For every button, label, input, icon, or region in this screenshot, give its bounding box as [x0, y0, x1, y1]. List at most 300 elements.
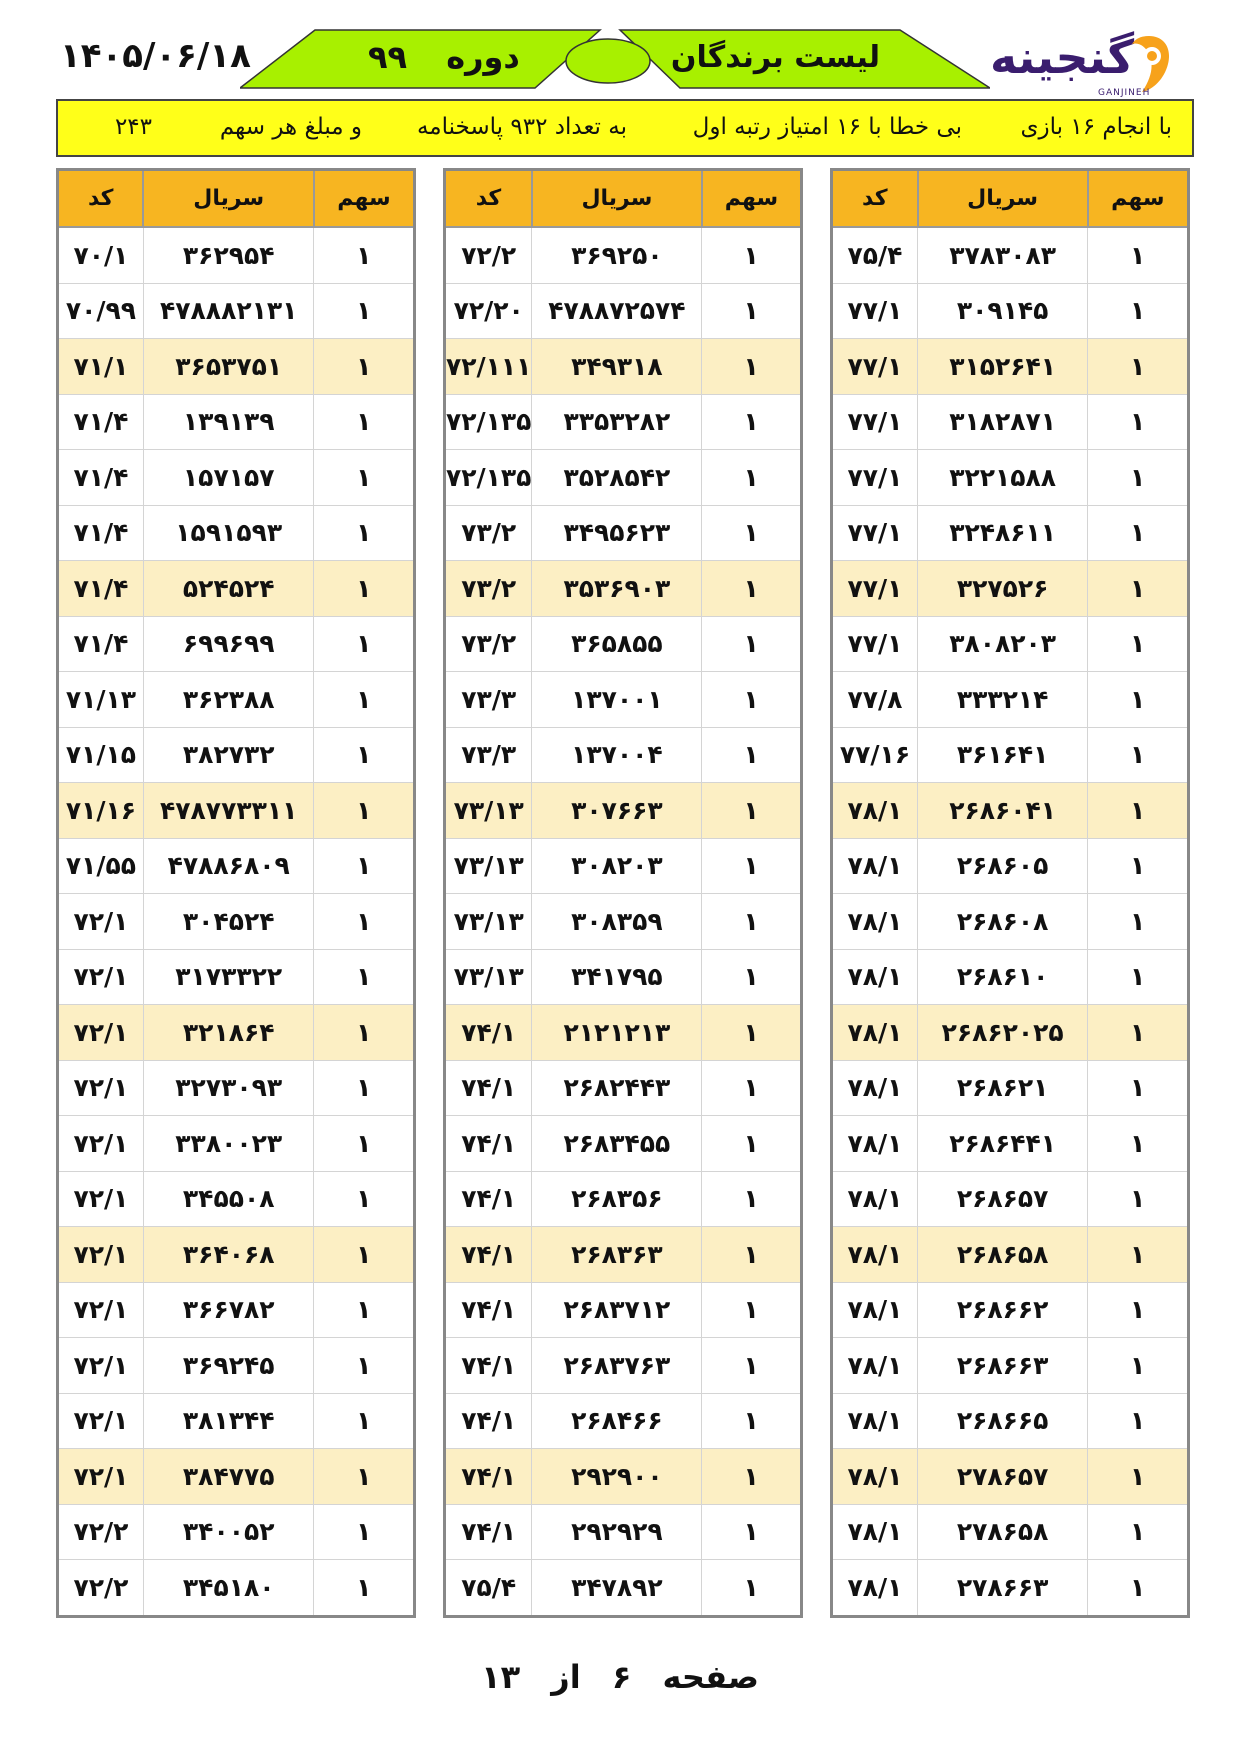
cell-serial: ۱۳۷۰۰۱	[532, 672, 702, 728]
cell-serial: ۳۶۵۸۵۵	[532, 616, 702, 672]
cell-serial: ۳۷۸۳۰۸۳	[918, 227, 1088, 283]
cell-code: ۷۸/۱	[832, 1116, 918, 1172]
cell-serial: ۳۱۷۳۳۲۲	[143, 949, 314, 1005]
header-serial: سریال	[918, 170, 1088, 228]
cell-serial: ۳۶۹۲۴۵	[143, 1338, 314, 1394]
cell-code: ۷۴/۱	[445, 1171, 532, 1227]
cell-share: ۱	[1088, 394, 1189, 450]
cell-serial: ۳۴۹۵۶۲۳	[532, 505, 702, 561]
page-total: ۱۳	[481, 1658, 521, 1696]
cell-share: ۱	[314, 894, 415, 950]
cell-share: ۱	[314, 339, 415, 395]
cell-share: ۱	[314, 1449, 415, 1505]
cell-serial: ۲۶۸۳۷۱۲	[532, 1282, 702, 1338]
cell-share: ۱	[702, 1060, 802, 1116]
logo-subtext: GANJINEH	[1098, 88, 1151, 98]
table-row	[445, 450, 802, 506]
table-row	[58, 949, 415, 1005]
logo	[990, 30, 1190, 100]
cell-serial: ۲۶۸۶۲۰۲۵	[918, 1005, 1088, 1061]
table-row	[832, 616, 1189, 672]
header-share: سهم	[1088, 170, 1189, 228]
cell-serial: ۳۸۴۷۷۵	[143, 1449, 314, 1505]
cell-serial: ۲۶۸۳۵۶	[532, 1171, 702, 1227]
table-row	[58, 727, 415, 783]
cell-code: ۷۴/۱	[445, 1393, 532, 1449]
cell-serial: ۲۶۸۶۲۱	[918, 1060, 1088, 1116]
cell-share: ۱	[1088, 561, 1189, 617]
cell-code: ۷۷/۸	[832, 672, 918, 728]
cell-share: ۱	[1088, 727, 1189, 783]
cell-share: ۱	[1088, 283, 1189, 339]
cell-share: ۱	[1088, 672, 1189, 728]
cell-share: ۱	[1088, 1393, 1189, 1449]
cell-share: ۱	[1088, 1227, 1189, 1283]
cell-serial: ۱۳۷۰۰۴	[532, 727, 702, 783]
cell-code: ۷۳/۲	[445, 616, 532, 672]
cell-code: ۷۸/۱	[832, 838, 918, 894]
cell-code: ۷۷/۱	[832, 283, 918, 339]
logo-text: گنجینه	[990, 30, 1135, 84]
table-header-row	[58, 170, 415, 228]
table-row	[445, 1338, 802, 1394]
cell-code: ۷۴/۱	[445, 1338, 532, 1394]
cell-serial: ۲۶۸۶۶۵	[918, 1393, 1088, 1449]
table-row	[445, 1005, 802, 1061]
cell-code: ۷۲/۱	[58, 1116, 144, 1172]
cell-share: ۱	[314, 727, 415, 783]
table-row	[445, 1449, 802, 1505]
cell-code: ۷۲/۱	[58, 1282, 144, 1338]
cell-share: ۱	[702, 1282, 802, 1338]
cell-serial: ۳۵۲۸۵۴۲	[532, 450, 702, 506]
info-share-amount-value: ۲۴۳	[114, 114, 152, 140]
cell-serial: ۲۶۸۶۰۴۱	[918, 783, 1088, 839]
cell-serial: ۳۲۴۸۶۱۱	[918, 505, 1088, 561]
header-serial: سریال	[532, 170, 702, 228]
cell-share: ۱	[702, 1171, 802, 1227]
cell-share: ۱	[1088, 450, 1189, 506]
cell-serial: ۲۶۸۶۰۸	[918, 894, 1088, 950]
cell-share: ۱	[314, 1282, 415, 1338]
cell-share: ۱	[314, 1116, 415, 1172]
table-row	[58, 1116, 415, 1172]
cell-serial: ۴۷۸۷۷۳۳۱۱	[143, 783, 314, 839]
cell-serial: ۲۷۸۶۶۳	[918, 1560, 1088, 1617]
cell-code: ۷۲/۱	[58, 1060, 144, 1116]
cell-share: ۱	[1088, 949, 1189, 1005]
cell-code: ۷۱/۱۳	[58, 672, 144, 728]
cell-code: ۷۰/۹۹	[58, 283, 144, 339]
of-label: از	[551, 1658, 581, 1696]
table-row	[445, 561, 802, 617]
table-row	[58, 1560, 415, 1617]
table-row	[832, 227, 1189, 283]
table-row	[445, 672, 802, 728]
table-row	[445, 283, 802, 339]
table-row	[58, 1227, 415, 1283]
cell-serial: ۲۶۸۲۴۴۳	[532, 1060, 702, 1116]
page-current: ۶	[611, 1658, 632, 1696]
table-row	[445, 1171, 802, 1227]
cell-serial: ۳۲۱۸۶۴	[143, 1005, 314, 1061]
info-share-amount-label: و مبلغ هر سهم	[219, 114, 362, 140]
cell-share: ۱	[702, 283, 802, 339]
cell-code: ۷۸/۱	[832, 1060, 918, 1116]
cell-share: ۱	[314, 1171, 415, 1227]
cell-share: ۱	[1088, 1560, 1189, 1617]
cell-code: ۷۲/۱	[58, 894, 144, 950]
cell-code: ۷۳/۱۳	[445, 838, 532, 894]
cell-code: ۷۸/۱	[832, 1227, 918, 1283]
table-row	[58, 450, 415, 506]
table-row	[832, 1227, 1189, 1283]
cell-code: ۷۷/۱	[832, 616, 918, 672]
cell-share: ۱	[1088, 616, 1189, 672]
cell-code: ۷۲/۱	[58, 1393, 144, 1449]
report-date: ۱۴۰۵/۰۶/۱۸	[60, 36, 251, 76]
table-row	[832, 450, 1189, 506]
cell-code: ۷۱/۴	[58, 561, 144, 617]
cell-share: ۱	[314, 1227, 415, 1283]
cell-serial: ۲۶۸۳۷۶۳	[532, 1338, 702, 1394]
table-row	[832, 283, 1189, 339]
cell-share: ۱	[702, 672, 802, 728]
cell-serial: ۳۸۲۷۳۲	[143, 727, 314, 783]
table-row	[445, 1393, 802, 1449]
cell-serial: ۲۶۸۴۶۶	[532, 1393, 702, 1449]
table-row	[445, 1560, 802, 1617]
table-row	[445, 227, 802, 283]
header-share: سهم	[702, 170, 802, 228]
table-row	[445, 949, 802, 1005]
cell-code: ۷۳/۱۳	[445, 949, 532, 1005]
cell-share: ۱	[702, 561, 802, 617]
cell-share: ۱	[314, 949, 415, 1005]
cell-share: ۱	[702, 505, 802, 561]
cell-code: ۷۸/۱	[832, 1171, 918, 1227]
winners-table-2	[443, 168, 803, 1618]
cell-serial: ۱۳۹۱۳۹	[143, 394, 314, 450]
cell-code: ۷۲/۱	[58, 1005, 144, 1061]
cell-serial: ۳۶۲۳۸۸	[143, 672, 314, 728]
table-row	[445, 339, 802, 395]
cell-code: ۷۱/۴	[58, 616, 144, 672]
cell-serial: ۳۴۹۳۱۸	[532, 339, 702, 395]
cell-code: ۷۸/۱	[832, 1338, 918, 1394]
table-row	[58, 1060, 415, 1116]
cell-code: ۷۲/۲۰	[445, 283, 532, 339]
info-games: با انجام ۱۶ بازی	[1020, 114, 1172, 140]
table-row	[58, 838, 415, 894]
table-row	[832, 783, 1189, 839]
cell-share: ۱	[314, 283, 415, 339]
cell-share: ۱	[314, 505, 415, 561]
cell-serial: ۲۶۸۶۰۵	[918, 838, 1088, 894]
cell-share: ۱	[314, 1005, 415, 1061]
cell-share: ۱	[314, 227, 415, 283]
title-banner	[240, 28, 990, 94]
table-row	[58, 1282, 415, 1338]
cell-code: ۷۴/۱	[445, 1227, 532, 1283]
cell-share: ۱	[702, 1449, 802, 1505]
table-row	[445, 394, 802, 450]
cell-code: ۷۲/۱	[58, 949, 144, 1005]
cell-share: ۱	[314, 1060, 415, 1116]
cell-serial: ۱۵۷۱۵۷	[143, 450, 314, 506]
page-label: صفحه	[662, 1658, 759, 1696]
cell-share: ۱	[314, 1560, 415, 1617]
cell-serial: ۶۹۹۶۹۹	[143, 616, 314, 672]
cell-code: ۷۸/۱	[832, 1393, 918, 1449]
cell-code: ۷۲/۱	[58, 1338, 144, 1394]
table-row	[445, 727, 802, 783]
cell-share: ۱	[702, 838, 802, 894]
table-row	[445, 1504, 802, 1560]
table-row	[832, 1005, 1189, 1061]
cell-share: ۱	[314, 672, 415, 728]
cell-serial: ۵۲۴۵۲۴	[143, 561, 314, 617]
cell-code: ۷۴/۱	[445, 1116, 532, 1172]
cell-serial: ۳۱۵۲۶۴۱	[918, 339, 1088, 395]
table-row	[832, 394, 1189, 450]
cell-share: ۱	[314, 450, 415, 506]
cell-code: ۷۷/۱	[832, 561, 918, 617]
header-code: کد	[445, 170, 532, 228]
table-row	[832, 339, 1189, 395]
table-row	[445, 616, 802, 672]
cell-share: ۱	[702, 227, 802, 283]
cell-code: ۷۲/۲	[58, 1504, 144, 1560]
cell-share: ۱	[314, 616, 415, 672]
cell-code: ۷۱/۴	[58, 450, 144, 506]
table-row	[832, 1449, 1189, 1505]
cell-share: ۱	[702, 1560, 802, 1617]
cell-share: ۱	[1088, 783, 1189, 839]
table-row	[832, 838, 1189, 894]
table-row	[58, 394, 415, 450]
info-bar	[56, 99, 1194, 157]
cell-share: ۱	[1088, 1449, 1189, 1505]
table-row	[58, 227, 415, 283]
cell-share: ۱	[1088, 227, 1189, 283]
table-row	[58, 1171, 415, 1227]
cell-share: ۱	[1088, 1504, 1189, 1560]
table-row	[832, 727, 1189, 783]
cell-serial: ۳۳۵۳۲۸۲	[532, 394, 702, 450]
page-footer	[0, 1658, 1240, 1696]
table-row	[832, 1393, 1189, 1449]
cell-serial: ۳۶۹۲۵۰	[532, 227, 702, 283]
table-row	[832, 949, 1189, 1005]
cell-code: ۷۴/۱	[445, 1060, 532, 1116]
winners-table-3	[56, 168, 416, 1618]
cell-code: ۷۱/۴	[58, 394, 144, 450]
logo-mark-icon	[1124, 32, 1174, 96]
cell-code: ۷۸/۱	[832, 1282, 918, 1338]
cell-share: ۱	[1088, 838, 1189, 894]
cell-code: ۷۳/۲	[445, 561, 532, 617]
cell-share: ۱	[702, 450, 802, 506]
table-row	[832, 1282, 1189, 1338]
cell-share: ۱	[702, 1338, 802, 1394]
cell-code: ۷۲/۱	[58, 1449, 144, 1505]
cell-serial: ۳۲۷۵۲۶	[918, 561, 1088, 617]
cell-share: ۱	[1088, 1282, 1189, 1338]
cell-code: ۷۷/۱	[832, 339, 918, 395]
cell-code: ۷۳/۲	[445, 505, 532, 561]
cell-code: ۷۲/۱	[58, 1171, 144, 1227]
cell-share: ۱	[702, 394, 802, 450]
cell-share: ۱	[1088, 894, 1189, 950]
table-row	[58, 894, 415, 950]
cell-serial: ۳۸۰۸۲۰۳	[918, 616, 1088, 672]
cell-serial: ۳۶۶۷۸۲	[143, 1282, 314, 1338]
cell-serial: ۲۶۸۳۶۳	[532, 1227, 702, 1283]
cell-code: ۷۷/۱	[832, 450, 918, 506]
table-row	[832, 894, 1189, 950]
cell-serial: ۲۶۸۶۴۴۱	[918, 1116, 1088, 1172]
cell-code: ۷۴/۱	[445, 1504, 532, 1560]
cell-code: ۷۳/۳	[445, 672, 532, 728]
cell-code: ۷۸/۱	[832, 783, 918, 839]
cell-code: ۷۱/۱۶	[58, 783, 144, 839]
header-code: کد	[58, 170, 144, 228]
table-row	[832, 672, 1189, 728]
cell-serial: ۳۰۹۱۴۵	[918, 283, 1088, 339]
cell-code: ۷۲/۲	[445, 227, 532, 283]
cell-serial: ۳۴۰۰۵۲	[143, 1504, 314, 1560]
cell-serial: ۳۶۴۰۶۸	[143, 1227, 314, 1283]
table-row	[58, 339, 415, 395]
cell-serial: ۳۴۱۷۹۵	[532, 949, 702, 1005]
cell-code: ۷۰/۱	[58, 227, 144, 283]
cell-serial: ۳۶۲۹۵۴	[143, 227, 314, 283]
cell-serial: ۲۶۸۶۶۲	[918, 1282, 1088, 1338]
cell-share: ۱	[1088, 1005, 1189, 1061]
page-title: لیست برندگان	[670, 40, 880, 75]
cell-serial: ۳۸۱۳۴۴	[143, 1393, 314, 1449]
table-row	[832, 1560, 1189, 1617]
table-row	[58, 1005, 415, 1061]
cell-serial: ۲۹۲۹۲۹	[532, 1504, 702, 1560]
cell-share: ۱	[314, 561, 415, 617]
header-share: سهم	[314, 170, 415, 228]
cell-code: ۷۸/۱	[832, 1449, 918, 1505]
cell-share: ۱	[702, 894, 802, 950]
cell-serial: ۱۵۹۱۵۹۳	[143, 505, 314, 561]
table-row	[58, 561, 415, 617]
cell-serial: ۳۴۷۸۹۲	[532, 1560, 702, 1617]
cell-serial: ۳۳۳۲۱۴	[918, 672, 1088, 728]
cell-share: ۱	[702, 1227, 802, 1283]
table-row	[58, 783, 415, 839]
cell-serial: ۴۷۸۸۷۲۵۷۴	[532, 283, 702, 339]
cell-share: ۱	[702, 783, 802, 839]
period-label: دوره	[446, 38, 520, 76]
cell-serial: ۲۶۸۶۵۷	[918, 1171, 1088, 1227]
cell-code: ۷۸/۱	[832, 1560, 918, 1617]
cell-share: ۱	[702, 1504, 802, 1560]
cell-serial: ۳۴۵۱۸۰	[143, 1560, 314, 1617]
cell-serial: ۳۰۴۵۲۴	[143, 894, 314, 950]
cell-serial: ۲۹۲۹۰۰	[532, 1449, 702, 1505]
cell-serial: ۳۰۷۶۶۳	[532, 783, 702, 839]
cell-code: ۷۴/۱	[445, 1449, 532, 1505]
cell-serial: ۳۶۱۶۴۱	[918, 727, 1088, 783]
cell-code: ۷۲/۱۳۵	[445, 394, 532, 450]
cell-serial: ۴۷۸۸۸۲۱۳۱	[143, 283, 314, 339]
cell-share: ۱	[314, 1338, 415, 1394]
table-row	[58, 1338, 415, 1394]
cell-serial: ۳۳۸۰۰۲۳	[143, 1116, 314, 1172]
cell-serial: ۳۰۸۲۰۳	[532, 838, 702, 894]
table-row	[445, 1060, 802, 1116]
cell-code: ۷۷/۱۶	[832, 727, 918, 783]
cell-code: ۷۳/۱۳	[445, 894, 532, 950]
cell-code: ۷۱/۱۵	[58, 727, 144, 783]
cell-code: ۷۱/۵۵	[58, 838, 144, 894]
cell-share: ۱	[314, 394, 415, 450]
header-code: کد	[832, 170, 918, 228]
table-row	[58, 1504, 415, 1560]
cell-serial: ۳۱۸۲۸۷۱	[918, 394, 1088, 450]
cell-serial: ۳۴۵۵۰۸	[143, 1171, 314, 1227]
cell-code: ۷۳/۱۳	[445, 783, 532, 839]
cell-code: ۷۵/۴	[832, 227, 918, 283]
cell-share: ۱	[702, 1116, 802, 1172]
cell-share: ۱	[1088, 1116, 1189, 1172]
cell-share: ۱	[702, 949, 802, 1005]
cell-serial: ۳۶۵۳۷۵۱	[143, 339, 314, 395]
cell-share: ۱	[702, 1005, 802, 1061]
cell-serial: ۲۷۸۶۵۸	[918, 1504, 1088, 1560]
header-serial: سریال	[143, 170, 314, 228]
winners-table-1	[830, 168, 1190, 1618]
cell-code: ۷۵/۴	[445, 1560, 532, 1617]
cell-code: ۷۱/۴	[58, 505, 144, 561]
cell-share: ۱	[702, 1393, 802, 1449]
cell-serial: ۳۰۸۳۵۹	[532, 894, 702, 950]
table-row	[445, 838, 802, 894]
table-row	[832, 1060, 1189, 1116]
cell-code: ۷۸/۱	[832, 949, 918, 1005]
cell-code: ۷۸/۱	[832, 1504, 918, 1560]
table-row	[445, 1282, 802, 1338]
cell-share: ۱	[1088, 1171, 1189, 1227]
cell-share: ۱	[702, 727, 802, 783]
table-row	[58, 672, 415, 728]
info-condition: بی خطا با ۱۶ امتیاز رتبه اول	[692, 114, 962, 140]
cell-code: ۷۲/۲	[58, 1560, 144, 1617]
cell-code: ۷۱/۱	[58, 339, 144, 395]
table-row	[58, 616, 415, 672]
cell-share: ۱	[1088, 1060, 1189, 1116]
cell-code: ۷۲/۱	[58, 1227, 144, 1283]
cell-serial: ۳۵۳۶۹۰۳	[532, 561, 702, 617]
table-row	[58, 1393, 415, 1449]
cell-serial: ۲۶۸۶۵۸	[918, 1227, 1088, 1283]
table-row	[445, 505, 802, 561]
cell-code: ۷۸/۱	[832, 1005, 918, 1061]
table-row	[445, 1116, 802, 1172]
cell-code: ۷۸/۱	[832, 894, 918, 950]
period-number: ۹۹	[368, 38, 408, 76]
cell-code: ۷۲/۱۱۱	[445, 339, 532, 395]
cell-share: ۱	[702, 339, 802, 395]
cell-code: ۷۴/۱	[445, 1005, 532, 1061]
cell-share: ۱	[1088, 1338, 1189, 1394]
